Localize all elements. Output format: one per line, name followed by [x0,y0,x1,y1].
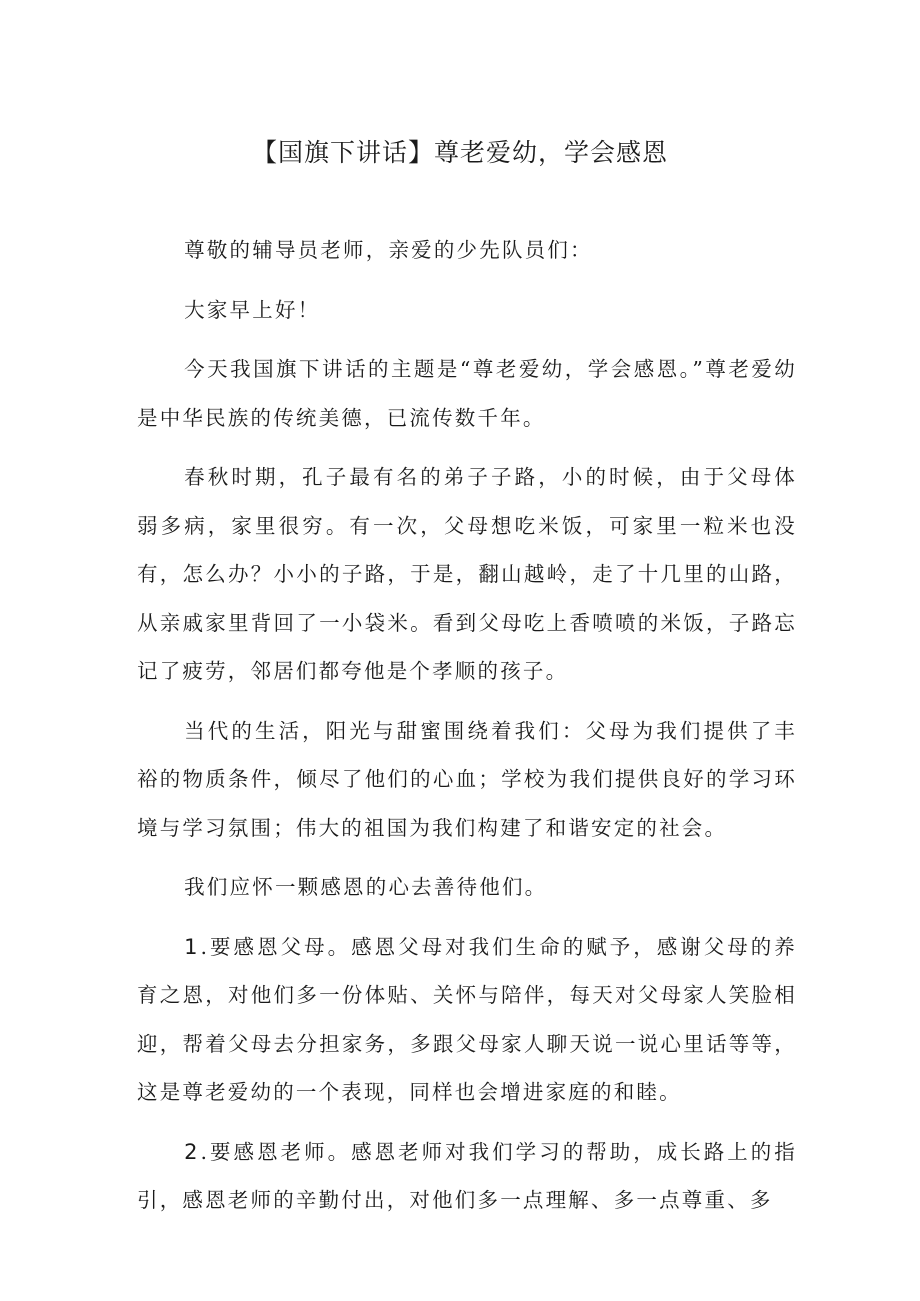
list-item-parents [137,923,797,1117]
story-paragraph: 春秋时期，孔子最有名的弟子子路，小的时候，由于父母体弱多病，家里很穷。有一次，父母想吃米饭，可家里一粒米也没有，怎么办？小小的子路，于是，翻山越岭，走了十几里的山路，从亲戚家里背回了一小袋米。看到父母吃上香喷喷的米饭，子路忘记了疲劳，邻居们都夸他是个孝顺的孩子。 [137,465,797,683]
gratitude-intro-paragraph: 我们应怀一颗感恩的心去善待他们。 [184,875,548,899]
document-title: 【国旗下讲话】尊老爱幼，学会感恩 [251,138,668,167]
salutation-paragraph: 大家早上好！ [184,297,321,322]
modern-life-paragraph: 当代的生活，阳光与甜蜜围绕着我们：父母为我们提供了丰裕的物质条件，倾尽了他们的心血；学校为我们提供良好的学习环境与学习氛围；伟大的祖国为我们构建了和谐安定的社会。 [137,718,797,840]
list-item-text: .要感恩老师。感恩老师对我们学习的帮助，成长路上的指引，感恩老师的辛勤付出，对他们多一点理解、多一点尊重、多 [137,1139,797,1212]
theme-paragraph: 今天我国旗下讲话的主题是“尊老爱幼，学会感恩。”尊老爱幼是中华民族的传统美德，已流传数千年。 [137,357,797,430]
list-item-text: .要感恩父母。感恩父母对我们生命的赋予，感谢父母的养育之恩，对他们多一份体贴、关怀与陪伴，每天对父母家人笑脸相迎，帮着父母去分担家务，多跟父母家人聊天说一说心里话等等，这是尊老爱幼的一个表现，同样也会增进家庭的和睦。 [137,934,797,1104]
list-item-number: 2 [184,1139,201,1164]
list-item-teachers [137,1128,797,1225]
document-body [137,226,797,1236]
greeting-paragraph: 尊敬的辅导员老师，亲爱的少先队员们： [184,238,593,262]
list-item-number: 1 [184,934,201,959]
